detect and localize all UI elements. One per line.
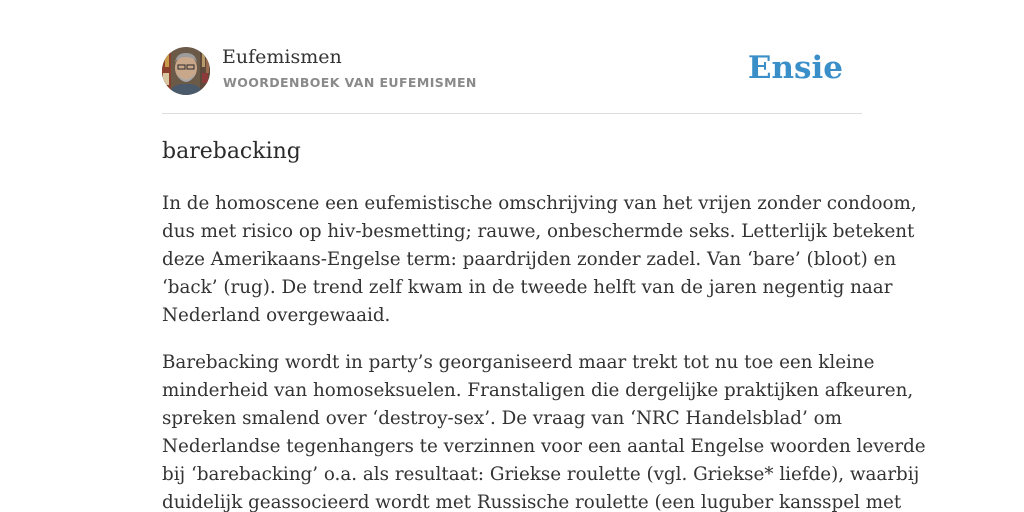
paragraph bbox=[162, 190, 917, 330]
text-line: Nederland overgewaaid. bbox=[162, 305, 391, 326]
text-line: Barebacking wordt in party’s georganiseerd maar trekt tot nu toe een kleine bbox=[162, 352, 875, 373]
text-line: deze Amerikaans-Engelse term: paardrijden zonder zadel. Van ‘bare’ (bloot) en bbox=[162, 249, 897, 270]
text-line: ‘back’ (rug). De trend zelf kwam in de tweede helft van de jaren negentig naar bbox=[162, 277, 893, 298]
author-avatar[interactable] bbox=[162, 47, 210, 95]
site-header bbox=[162, 0, 862, 114]
text-line: Nederlandse tegenhangers te verzinnen voor een aantal Engelse woorden leverde bbox=[162, 436, 926, 457]
page-container bbox=[162, 0, 926, 512]
author-portrait-icon bbox=[162, 47, 210, 95]
ensie-logo[interactable]: Ensie bbox=[747, 50, 843, 86]
entry-body bbox=[162, 190, 926, 512]
text-line: bij ‘barebacking’ o.a. als resultaat: Griekse roulette (vgl. Griekse* liefde), waarbij bbox=[162, 464, 920, 485]
author-subtitle: WOORDENBOEK VAN EUFEMISMEN bbox=[223, 75, 477, 90]
author-name[interactable]: Eufemismen bbox=[222, 46, 342, 68]
text-line: spreken smalend over ‘destroy-sex’. De vraag van ‘NRC Handelsblad’ om bbox=[162, 408, 842, 429]
text-line: In de homoscene een eufemistische omschrijving van het vrijen zonder condoom, bbox=[162, 193, 917, 214]
text-line: duidelijk geassocieerd wordt met Russische roulette (een luguber kansspel met bbox=[162, 492, 902, 512]
entry-title: barebacking bbox=[162, 139, 301, 164]
text-line: dus met risico op hiv-besmetting; rauwe, onbeschermde seks. Letterlijk betekent bbox=[162, 221, 915, 242]
paragraph bbox=[162, 349, 926, 512]
text-line: minderheid van homoseksuelen. Franstaligen die dergelijke praktijken afkeuren, bbox=[162, 380, 914, 401]
